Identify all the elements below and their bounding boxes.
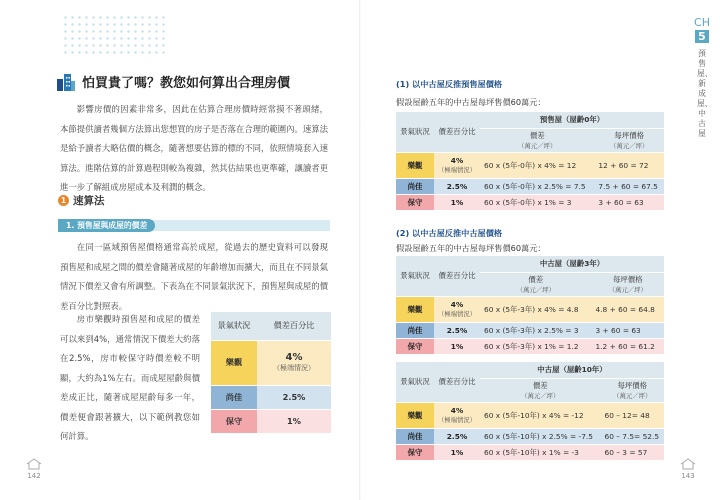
table-header: 價差百分比 bbox=[257, 312, 331, 340]
state-optimistic: 樂觀 bbox=[396, 402, 434, 428]
calc-cell: 60 x (5年-3年) x 1% = 1.2 bbox=[480, 338, 591, 354]
chapter-tab bbox=[690, 16, 714, 139]
side-paragraph: 房市樂觀時預售屋和成屋的價差可以來到4%，通常情況下價差大約落在2.5%，房市較保守時價差較不明顯，大約為1%左右。而成屋屋齡與價差成正比，隨著成屋屋齡每多一年，價差便會跟著擴大，以下範例教您如何計算。 bbox=[60, 314, 200, 441]
pct-cell: 1% bbox=[434, 338, 480, 354]
table-row bbox=[211, 409, 331, 433]
state-conservative: 保守 bbox=[396, 194, 434, 210]
table-row bbox=[396, 338, 664, 354]
subsection-label: 1. 預售屋與成屋的價差 bbox=[58, 219, 155, 232]
value-cell bbox=[257, 340, 331, 385]
state-optimistic: 樂觀 bbox=[396, 152, 434, 178]
house-icon bbox=[680, 458, 696, 470]
calc-cell: 60 x (5年-0年) x 4% = 12 bbox=[480, 152, 594, 178]
pct-cell: 2.5% bbox=[434, 428, 480, 444]
state-good: 尚佳 bbox=[396, 322, 434, 338]
state-optimistic: 樂觀 bbox=[211, 340, 257, 385]
state-conservative: 保守 bbox=[211, 409, 257, 433]
hdr-price: 每坪價格 （萬元／坪） bbox=[591, 272, 664, 296]
section-title: 速算法 bbox=[73, 195, 105, 207]
hdr-pct: 價差百分比 bbox=[434, 112, 480, 152]
value-cell: 2.5% bbox=[257, 385, 331, 409]
table-row bbox=[211, 340, 331, 385]
result-cell: 12 + 60 = 72 bbox=[594, 152, 664, 178]
pct-cell: 2.5% bbox=[434, 178, 480, 194]
table-row bbox=[396, 194, 664, 210]
table-row bbox=[396, 178, 664, 194]
hdr-state: 景氣狀況 bbox=[396, 362, 434, 402]
pct-cell: 4% （極端情況） bbox=[434, 296, 480, 322]
state-good: 尚佳 bbox=[211, 385, 257, 409]
house-icon bbox=[26, 458, 42, 470]
state-good: 尚佳 bbox=[396, 178, 434, 194]
hdr-state: 景氣狀況 bbox=[396, 112, 434, 152]
calc-cell: 60 x (5年-0年) x 1% = 3 bbox=[480, 194, 594, 210]
pct-cell: 4% （極端情況） bbox=[434, 152, 480, 178]
table-row bbox=[396, 428, 664, 444]
pct-cell: 4% （極端情況） bbox=[434, 402, 480, 428]
calc-cell: 60 x (5年-3年) x 2.5% = 3 bbox=[480, 322, 591, 338]
result-cell: 1.2 + 60 = 61.2 bbox=[591, 338, 664, 354]
example-assumption: 假設屋齡五年的中古屋每坪售價60萬元： bbox=[396, 243, 546, 253]
page-number: 142 bbox=[27, 472, 41, 480]
result-cell: 3 + 60 = 63 bbox=[591, 322, 664, 338]
spread-table bbox=[211, 312, 331, 434]
table-used-10yr bbox=[396, 362, 664, 461]
state-conservative: 保守 bbox=[396, 444, 434, 460]
table-row bbox=[211, 385, 331, 409]
hdr-state: 景氣狀況 bbox=[396, 256, 434, 296]
state-optimistic: 樂觀 bbox=[396, 296, 434, 322]
gutter bbox=[359, 0, 361, 500]
hdr-price: 每坪價格 （萬元／坪） bbox=[594, 128, 664, 152]
table-used-3yr bbox=[396, 256, 664, 355]
section-number: 1 bbox=[58, 195, 69, 206]
result-cell: 7.5 + 60 = 67.5 bbox=[594, 178, 664, 194]
section-heading bbox=[58, 193, 105, 208]
result-cell: 60 – 3 = 57 bbox=[601, 444, 665, 460]
chapter-number: 5 bbox=[695, 30, 709, 43]
hdr-price: 每坪價格 （萬元／坪） bbox=[601, 378, 665, 402]
page-title bbox=[56, 72, 290, 91]
table-row bbox=[396, 444, 664, 460]
result-cell: 4.8 + 60 = 64.8 bbox=[591, 296, 664, 322]
page-number: 143 bbox=[681, 472, 695, 480]
example-heading: (2) 以中古屋反推中古屋價格 bbox=[396, 228, 503, 238]
calc-cell: 60 x (5年-3年) x 4% = 4.8 bbox=[480, 296, 591, 322]
example-assumption: 假設屋齡五年的中古屋每坪售價60萬元： bbox=[396, 97, 546, 107]
hdr-pct: 價差百分比 bbox=[434, 362, 480, 402]
chapter-label: CH bbox=[694, 16, 710, 29]
state-good: 尚佳 bbox=[396, 428, 434, 444]
hdr-pct: 價差百分比 bbox=[434, 256, 480, 296]
calc-cell: 60 x (5年-10年) x 1% = -3 bbox=[480, 444, 601, 460]
dot-pattern-decoration bbox=[62, 14, 167, 56]
pct-cell: 1% bbox=[434, 444, 480, 460]
value-cell: 1% bbox=[257, 409, 331, 433]
calc-cell: 60 x (5年-0年) x 2.5% = 7.5 bbox=[480, 178, 594, 194]
result-cell: 3 + 60 = 63 bbox=[594, 194, 664, 210]
group-header: 預售屋（屋齡0年） bbox=[480, 112, 664, 128]
hdr-diff: 價差 （萬元／坪） bbox=[480, 378, 601, 402]
hdr-diff: 價差 （萬元／坪） bbox=[480, 272, 591, 296]
table-header: 景氣狀況 bbox=[211, 312, 257, 340]
table-presale bbox=[396, 112, 664, 211]
page-number-left bbox=[22, 458, 46, 480]
value-note: （極端情況） bbox=[273, 364, 315, 372]
table-row bbox=[396, 152, 664, 178]
calc-cell: 60 x (5年-10年) x 2.5% = -7.5 bbox=[480, 428, 601, 444]
intro-paragraph: 影響房價的因素非常多，因此在估算合理房價時經常摸不著頭緒，本節提供讀者幾個方法算出您想買的房子是否落在合理的範圍內。速算法是給予讀者大略估價的概念，隨著想要估算的標的不同，依照情境套入速算法。進階估算的計算過程則較為複雜，然其估結果也更準確，讓讀者更進一步了解組成房屋成本及利潤的概念。 bbox=[60, 104, 328, 192]
group-header: 中古屋（屋齡3年） bbox=[480, 256, 664, 272]
table-row bbox=[396, 402, 664, 428]
value-text: 4% bbox=[285, 352, 303, 363]
table-row bbox=[396, 296, 664, 322]
pct-cell: 2.5% bbox=[434, 322, 480, 338]
body-paragraph: 在同一區域預售屋價格通常高於成屋，從過去的歷史資料可以發現預售屋和成屋之間的價差會隨著成屋的年齡增加而擴大，而且在不同景氣情況下價差又會有所調整。下表為在不同景氣狀況下，預售屋與成屋的價差百分比對照表。 bbox=[60, 242, 328, 311]
result-cell: 60 – 7.5= 52.5 bbox=[601, 428, 665, 444]
page-number-right bbox=[676, 458, 700, 480]
hdr-diff: 價差 （萬元／坪） bbox=[480, 128, 594, 152]
state-conservative: 保守 bbox=[396, 338, 434, 354]
calc-cell: 60 x (5年-10年) x 4% = -12 bbox=[480, 402, 601, 428]
pct-cell: 1% bbox=[434, 194, 480, 210]
example-heading: (1) 以中古屋反推預售屋價格 bbox=[396, 79, 503, 89]
building-icon bbox=[56, 73, 76, 91]
result-cell: 60 – 12= 48 bbox=[601, 402, 665, 428]
chapter-title: 預售屋、新成屋、中古屋 bbox=[697, 49, 713, 138]
table-row bbox=[396, 322, 664, 338]
title-text: 怕買貴了嗎？教您如何算出合理房價 bbox=[82, 76, 291, 91]
group-header: 中古屋（屋齡10年） bbox=[480, 362, 664, 378]
